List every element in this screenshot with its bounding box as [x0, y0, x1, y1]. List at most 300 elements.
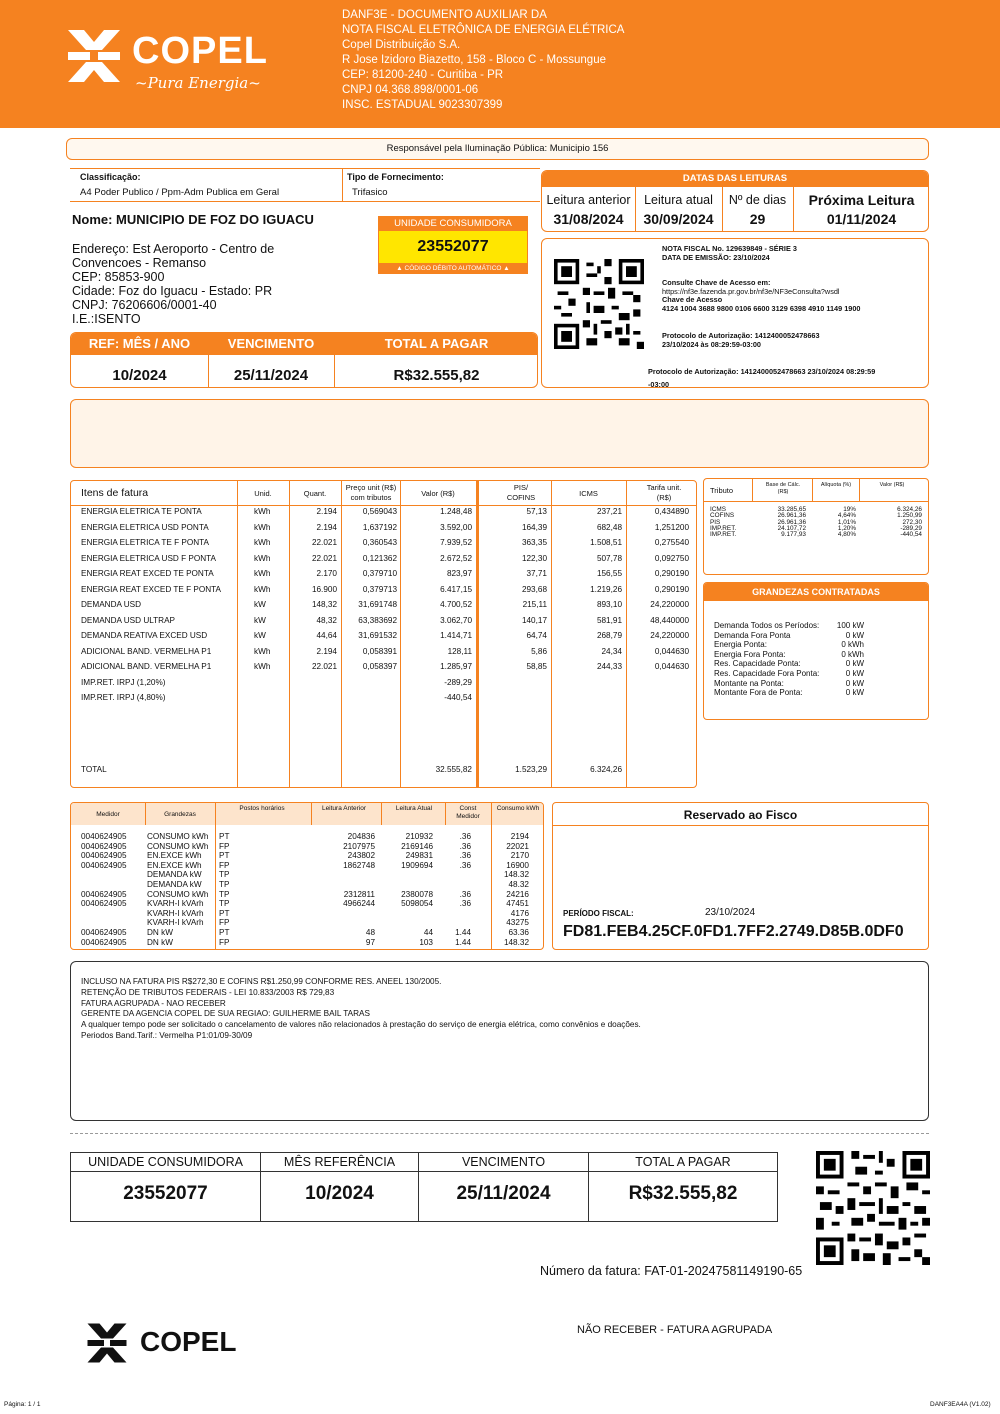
- meter-cell: 210932: [405, 832, 433, 841]
- item-cell: 507,78: [596, 553, 622, 563]
- item-cell: kWh: [254, 538, 271, 547]
- tax-cell: 26.961,36: [777, 518, 806, 526]
- item-cell: 0,092750: [654, 553, 689, 563]
- meter-cell: 1909694: [401, 860, 433, 870]
- due-value: 25/11/2024: [233, 367, 309, 384]
- total-row-value: 32.555,82: [435, 765, 472, 774]
- qr-code-icon: [816, 1151, 930, 1265]
- col-header-unit-price: Preço unit (R$) com tributos: [345, 483, 397, 502]
- contracted-value: 0 kWh: [841, 649, 864, 659]
- tax-cell: PIS: [710, 518, 721, 526]
- item-cell: ENERGIA ELETRICA TE PONTA: [81, 507, 202, 516]
- protocol-line: Protocolo de Autorização: 1412400052478663: [662, 331, 820, 340]
- meter-cell: EN.EXCE kWh: [147, 860, 202, 870]
- consult-url[interactable]: https://nf3e.fazenda.pr.gov.br/nf3e/NF3eConsulta?wsdl: [662, 286, 840, 296]
- item-cell: 44,64: [316, 631, 337, 640]
- contracted-value: 0 kWh: [841, 640, 864, 650]
- tax-header: Alíquota (%): [820, 482, 852, 488]
- classification-value: A4 Poder Publico / Ppm-Adm Publica em Geral: [80, 187, 280, 198]
- item-cell: 5,86: [531, 646, 547, 656]
- ref-value: 10/2024: [112, 367, 167, 384]
- supply-type-label: Tipo de Fornecimento:: [347, 172, 444, 182]
- nf-info-box: [541, 238, 929, 388]
- stub-total-label: TOTAL A PAGAR: [589, 1153, 777, 1172]
- protocol-line: Protocolo de Autorização: 1412400052478663 23/10/2024 08:29:59: [648, 367, 876, 376]
- item-cell: -289,29: [444, 677, 472, 687]
- tax-cell: 24.107,72: [777, 524, 806, 532]
- item-cell: 2.672,52: [440, 553, 472, 563]
- item-cell: kWh: [254, 507, 271, 516]
- nf-number: NOTA FISCAL No. 129639849 - SÉRIE 3: [662, 244, 797, 253]
- meter-cell: 0040624905: [81, 889, 127, 899]
- meter-cell: FP: [219, 937, 230, 947]
- meter-cell: 0040624905: [81, 860, 127, 870]
- meter-cell: 1862748: [343, 860, 375, 870]
- contracted-value: 0 kW: [845, 688, 864, 698]
- issuer-line: DANF3E - DOCUMENTO AUXILIAR DA: [342, 9, 547, 21]
- contracted-label: Res. Capacidade Fora Ponta:: [714, 669, 820, 678]
- item-cell: 0,290190: [654, 584, 689, 594]
- col-header-item: Itens de fatura: [81, 487, 149, 499]
- meter-cell: KVARH-I kVArh: [147, 918, 204, 928]
- item-cell: 0,434890: [654, 507, 689, 516]
- item-cell: 24,220000: [650, 631, 689, 640]
- item-cell: 0,379710: [362, 569, 397, 578]
- meter-cell: 16900: [506, 860, 529, 870]
- tax-cell: 4,80%: [837, 531, 856, 539]
- auto-debit-label: ▲ CÓDIGO DÉBITO AUTOMÁTICO ▲: [379, 263, 527, 274]
- contracted-label: Res. Capacidade Ponta:: [714, 659, 801, 669]
- tax-cell: 1,20%: [837, 524, 856, 532]
- meter-cell: CONSUMO kWh: [147, 832, 209, 841]
- item-cell: 1.414,71: [440, 631, 472, 640]
- item-cell: ENERGIA ELETRICA TE F PONTA: [81, 538, 209, 547]
- meter-cell: .36: [459, 860, 471, 870]
- meter-cell: .36: [459, 841, 471, 851]
- tax-cell: 1.250,99: [897, 512, 922, 520]
- meter-cell: 249831: [405, 851, 433, 861]
- meter-cell: KVARH-I kVArh: [147, 908, 204, 918]
- meter-header: Grandezas: [164, 811, 196, 818]
- item-cell: DEMANDA REATIVA EXCED USD: [81, 631, 208, 640]
- item-cell: 63,383692: [358, 615, 397, 625]
- item-cell: 0,379713: [362, 584, 397, 594]
- item-cell: 1.248,48: [440, 507, 472, 516]
- contracted-value: 100 kW: [836, 621, 864, 630]
- stub-ref-value: 10/2024: [305, 1183, 374, 1204]
- meter-cell: 204836: [347, 832, 375, 841]
- issuer-line: CEP: 81200-240 - Curitiba - PR: [342, 69, 504, 81]
- tax-cell: 19%: [843, 506, 856, 513]
- meter-cell: 148.32: [503, 937, 529, 947]
- item-cell: 128,11: [447, 646, 472, 656]
- next-reading-label: Próxima Leitura: [808, 192, 915, 208]
- tax-cell: 6.324,26: [897, 506, 922, 513]
- meter-cell: PT: [219, 832, 230, 841]
- item-cell: 37,71: [526, 569, 547, 578]
- item-cell: ENERGIA ELETRICA USD PONTA: [81, 522, 209, 532]
- item-cell: ENERGIA REAT EXCED TE F PONTA: [81, 584, 221, 594]
- fiscal-period-date: 23/10/2024: [705, 907, 756, 918]
- contracted-label: Montante Fora de Ponta:: [714, 688, 803, 698]
- item-cell: kWh: [254, 569, 271, 578]
- item-cell: 57,13: [526, 507, 547, 516]
- meter-cell: .36: [459, 851, 471, 861]
- issuer-line: NOTA FISCAL ELETRÔNICA DE ENERGIA ELÉTRICA: [342, 24, 625, 36]
- empty-notice-area: [70, 399, 929, 468]
- item-cell: 0,044630: [654, 662, 689, 671]
- access-key: 4124 1004 3688 9800 0106 6600 3129 6398 4910 1149 1900: [662, 303, 861, 313]
- nf-emission: DATA DE EMISSÃO: 23/10/2024: [662, 252, 770, 262]
- meter-cell: 24216: [506, 889, 529, 899]
- tax-header: Valor (R$): [879, 482, 905, 488]
- tax-cell: 272,30: [902, 518, 922, 526]
- meter-cell: .36: [459, 832, 471, 841]
- tax-cell: -289,29: [900, 524, 922, 532]
- item-cell: 2.170: [316, 569, 337, 578]
- issuer-line: R Jose Izidoro Biazetto, 158 - Bloco C - Mossungue: [342, 54, 606, 66]
- meter-cell: 243802: [347, 851, 375, 861]
- tax-header: Tributo: [710, 486, 734, 495]
- contracted-value: 0 kW: [845, 630, 864, 640]
- item-cell: 2.194: [316, 646, 337, 656]
- contracted-quantities: [703, 582, 929, 720]
- tax-cell: IMP.RET.: [710, 531, 737, 539]
- item-cell: 0,569043: [362, 507, 397, 516]
- stub-ref-label: MÊS REFERÊNCIA: [261, 1153, 418, 1172]
- contracted-value: 0 kW: [845, 659, 864, 669]
- address-line: Endereço: Est Aeroporto - Centro de: [72, 242, 275, 256]
- meter-cell: DEMANDA kW: [147, 880, 202, 889]
- meter-cell: 148.32: [503, 870, 529, 880]
- tax-cell: -440,54: [900, 531, 922, 539]
- meter-cell: DN kW: [147, 928, 173, 937]
- item-cell: 0,290190: [654, 569, 689, 578]
- meter-cell: 97: [365, 937, 375, 947]
- meter-cell: 48.32: [508, 880, 529, 889]
- stub-due-label: VENCIMENTO: [419, 1153, 588, 1172]
- item-cell: 293,68: [521, 584, 547, 594]
- total-row-label: TOTAL: [81, 765, 107, 774]
- total-row-pis: 1.523,29: [515, 765, 547, 774]
- classification-label: Classificação:: [80, 172, 141, 182]
- item-cell: 4.700,52: [440, 600, 472, 609]
- meter-cell: .36: [459, 889, 471, 899]
- customer-cnpj: CNPJ: 76206606/0001-40: [72, 298, 217, 312]
- meter-cell: PT: [219, 928, 230, 937]
- meter-cell: 0040624905: [81, 841, 127, 851]
- meter-cell: 2380078: [401, 889, 433, 899]
- cut-line: [70, 1133, 929, 1134]
- public-lighting-bar: [66, 138, 929, 160]
- issuer-info: [342, 8, 624, 113]
- consumer-unit-number: 23552077: [379, 231, 527, 263]
- item-cell: DEMANDA USD ULTRAP: [81, 615, 176, 625]
- consumer-unit-box: [378, 216, 528, 274]
- total-row-icms: 6.324,26: [590, 765, 622, 774]
- item-cell: 893,10: [596, 600, 622, 609]
- item-cell: kWh: [254, 584, 271, 594]
- item-cell: 140,17: [521, 615, 547, 625]
- stub-total-value: R$32.555,82: [628, 1183, 738, 1204]
- contracted-value: 0 kW: [845, 678, 864, 688]
- col-header-icms: ICMS: [579, 489, 598, 498]
- total-value: R$32.555,82: [393, 367, 480, 384]
- meter-cell: FP: [219, 918, 230, 928]
- item-cell: 215,11: [522, 600, 547, 609]
- tax-header: Base de Cálc. (R$): [765, 482, 801, 495]
- qr-code-icon: [554, 259, 644, 349]
- meter-cell: 2107975: [343, 841, 375, 851]
- days-label: Nº de dias: [728, 193, 787, 207]
- tax-table: [703, 478, 929, 575]
- meter-cell: 2170: [510, 851, 529, 861]
- access-key-label: Chave de Acesso: [662, 295, 723, 304]
- tax-cell: ICMS: [710, 506, 726, 513]
- meter-cell: PT: [219, 851, 230, 861]
- tax-cell: 4,64%: [837, 512, 856, 520]
- meter-header: Const Medidor: [456, 805, 480, 820]
- meter-cell: 0040624905: [81, 937, 127, 947]
- item-cell: 0,121362: [362, 553, 397, 563]
- messages-list: [81, 977, 641, 1042]
- contracted-title: GRANDEZAS CONTRATADAS: [704, 583, 928, 601]
- item-cell: 156,55: [596, 569, 622, 578]
- protocol-block-2: [648, 365, 875, 391]
- customer-ie: I.E.:ISENTO: [72, 312, 141, 326]
- meter-cell: TP: [219, 889, 230, 899]
- item-cell: 244,33: [596, 662, 622, 671]
- tax-cell: COFINS: [710, 512, 735, 520]
- item-cell: IMP.RET. IRPJ (1,20%): [81, 677, 166, 687]
- item-cell: 3.062,70: [440, 615, 472, 625]
- col-header-unit: Unid.: [254, 489, 272, 498]
- meter-header: Consumo kWh: [496, 805, 540, 812]
- item-cell: ADICIONAL BAND. VERMELHA P1: [81, 662, 212, 671]
- issuer-line: INSC. ESTADUAL 9023307399: [342, 99, 503, 111]
- meter-cell: DEMANDA kW: [147, 870, 202, 880]
- col-header-value: Valor (R$): [421, 489, 455, 498]
- item-cell: 581,91: [596, 615, 622, 625]
- meter-cell: FP: [219, 841, 230, 851]
- meter-cell: 63.36: [508, 928, 529, 937]
- no-receive-notice: NÃO RECEBER - FATURA AGRUPADA: [577, 1324, 773, 1336]
- item-cell: IMP.RET. IRPJ (4,80%): [81, 693, 166, 702]
- tax-cell: 9.177,93: [781, 531, 806, 539]
- item-cell: 24,220000: [650, 600, 689, 609]
- stub-uc-label: UNIDADE CONSUMIDORA: [71, 1153, 260, 1172]
- meter-table: [70, 802, 544, 950]
- item-cell: kWh: [254, 522, 271, 532]
- protocol-line: 23/10/2024 às 08:29:59-03:00: [662, 339, 761, 349]
- item-cell: 1,251200: [654, 522, 689, 532]
- message-line: INCLUSO NA FATURA PIS R$272,30 E COFINS R$1.250,99 CONFORME RES. ANEEL 130/2005.: [81, 977, 442, 986]
- item-cell: 148,32: [311, 600, 337, 609]
- item-cell: kW: [254, 631, 266, 640]
- item-cell: ADICIONAL BAND. VERMELHA P1: [81, 646, 212, 656]
- fiscal-period-label: PERÍODO FISCAL:: [563, 909, 634, 918]
- item-cell: 823,97: [446, 569, 472, 578]
- protocol-line: -03:00: [648, 380, 670, 389]
- meter-cell: 0040624905: [81, 899, 127, 909]
- meter-cell: EN.EXCE kWh: [147, 851, 202, 861]
- readings-title: DATAS DAS LEITURAS: [542, 171, 928, 187]
- item-cell: 1,637192: [362, 522, 397, 532]
- item-cell: 122,30: [521, 553, 547, 563]
- meter-cell: 2169146: [401, 841, 433, 851]
- item-cell: ENERGIA REAT EXCED TE PONTA: [81, 569, 214, 578]
- meter-cell: 0040624905: [81, 928, 127, 937]
- readings-box: [541, 170, 929, 232]
- meter-cell: 47451: [506, 899, 529, 909]
- fiscal-hash: FD81.FEB4.25CF.0FD1.7FF2.2749.D85B.0DF0: [563, 923, 904, 940]
- col-header-qty: Quant.: [303, 489, 327, 498]
- item-cell: 0,044630: [654, 646, 689, 656]
- col-header-tariff: Tarifa unit. (R$): [646, 483, 682, 502]
- item-cell: 48,32: [316, 615, 337, 625]
- item-cell: 6.417,15: [440, 584, 472, 594]
- ref-label: REF: MÊS / ANO: [88, 336, 191, 351]
- brand-name: COPEL: [132, 30, 268, 72]
- supply-type-value: Trifasico: [352, 187, 388, 198]
- meter-cell: FP: [219, 860, 230, 870]
- meter-cell: 2194: [510, 832, 529, 841]
- meter-cell: 4966244: [343, 899, 375, 909]
- billing-summary: [70, 332, 538, 388]
- meter-cell: 0040624905: [81, 851, 127, 861]
- payment-stub: [70, 1152, 778, 1222]
- item-cell: DEMANDA USD: [81, 600, 142, 609]
- item-cell: 2.194: [316, 522, 337, 532]
- meter-cell: 44: [423, 928, 433, 937]
- meter-header: Medidor: [96, 811, 120, 818]
- customer-cep: CEP: 85853-900: [72, 270, 165, 284]
- meter-cell: DN kW: [147, 937, 173, 947]
- item-cell: 0,275540: [654, 538, 689, 547]
- fiscal-title: Reservado ao Fisco: [683, 808, 798, 822]
- message-line: A qualquer tempo pode ser solicitado o cancelamento de valores não relacionados à prestação do serviço de energia elétrica, como convênios e doações.: [81, 1020, 641, 1030]
- meter-header: Postos horários: [239, 805, 285, 812]
- item-cell: 0,360543: [362, 538, 397, 547]
- item-cell: kWh: [254, 662, 271, 671]
- item-cell: 164,39: [521, 522, 547, 532]
- item-cell: kWh: [254, 646, 271, 656]
- item-cell: ENERGIA ELETRICA USD F PONTA: [81, 553, 216, 563]
- prev-reading-date: 31/08/2024: [553, 211, 624, 227]
- items-table: [70, 480, 697, 788]
- copel-logo-icon: [86, 1322, 128, 1364]
- item-cell: 2.194: [316, 507, 337, 516]
- item-cell: 1.219,26: [590, 584, 622, 594]
- issuer-line: Copel Distribuição S.A.: [342, 39, 461, 51]
- message-line: GERENTE DA AGENCIA COPEL DE SUA REGIAO: GUILHERME BAIL TARAS: [81, 1009, 370, 1019]
- item-cell: 3.592,00: [440, 522, 472, 532]
- prev-reading-label: Leitura anterior: [546, 193, 631, 207]
- item-cell: 268,79: [596, 631, 622, 640]
- curr-reading-label: Leitura atual: [644, 193, 713, 207]
- item-cell: kWh: [254, 553, 271, 563]
- issuer-line: CNPJ 04.368.898/0001-06: [342, 84, 479, 96]
- invoice-number: Número da fatura: FAT-01-20247581149190-65: [540, 1264, 803, 1278]
- customer-address: [72, 242, 274, 326]
- item-cell: 7.939,52: [440, 538, 472, 547]
- consult-label: Consulte Chave de Acesso em:: [662, 278, 771, 287]
- contracted-label: Energia Fora Ponta:: [714, 649, 786, 659]
- document-version: DANF3EA4A (V1.02): [930, 1401, 991, 1408]
- nf-access-block: [662, 279, 860, 313]
- item-cell: 0,058397: [362, 662, 397, 671]
- customer-name: Nome: MUNICIPIO DE FOZ DO IGUACU: [72, 212, 314, 227]
- message-line: FATURA AGRUPADA - NAO RECEBER: [81, 998, 226, 1008]
- consumer-unit-label: UNIDADE CONSUMIDORA: [379, 217, 527, 231]
- page-number: Página: 1 / 1: [4, 1401, 41, 1408]
- col-header-pis: PIS/ COFINS: [506, 483, 536, 502]
- item-cell: 363,35: [521, 538, 547, 547]
- contracted-label: Demanda Fora Ponta: [714, 630, 791, 640]
- stub-due-value: 25/11/2024: [456, 1183, 551, 1204]
- item-cell: kW: [254, 600, 266, 609]
- message-line: RETENÇÃO DE TRIBUTOS FEDERAIS - LEI 10.833/2003 R$ 729,83: [81, 987, 335, 997]
- meter-cell: PT: [219, 908, 230, 918]
- meter-cell: 103: [419, 937, 433, 947]
- meter-cell: 2312811: [343, 889, 375, 899]
- header-banner: [0, 0, 1000, 128]
- tax-cell: 26.961,36: [777, 512, 806, 520]
- item-cell: 22.021: [311, 553, 337, 563]
- meter-cell: CONSUMO kWh: [147, 889, 209, 899]
- item-cell: 64,74: [526, 631, 547, 640]
- meter-cell: 43275: [506, 918, 529, 928]
- meter-cell: CONSUMO kWh: [147, 841, 209, 851]
- fiscal-reserved-box: [552, 802, 929, 950]
- item-cell: 48,440000: [650, 615, 689, 625]
- copel-logo-icon: [66, 28, 122, 84]
- meter-cell: 1.44: [455, 937, 471, 947]
- public-lighting-text: Responsável pela Iluminação Pública: Municipio 156: [386, 143, 609, 154]
- stub-uc-value: 23552077: [123, 1183, 208, 1204]
- due-label: VENCIMENTO: [227, 336, 315, 351]
- meter-header: Leitura Anterior: [321, 805, 367, 812]
- item-cell: 0,058391: [362, 646, 397, 656]
- item-cell: 24,34: [601, 646, 622, 656]
- tax-cell: 33.285,65: [777, 506, 806, 513]
- footer-brand-name: COPEL: [140, 1326, 237, 1357]
- meter-cell: 1.44: [455, 928, 471, 937]
- item-cell: 31,691748: [358, 600, 397, 609]
- item-cell: 22.021: [311, 662, 337, 671]
- meter-header: Leitura Atual: [395, 805, 433, 812]
- meter-cell: 48: [365, 928, 375, 937]
- item-cell: 22.021: [311, 538, 337, 547]
- contracted-label: Montante na Ponta:: [714, 678, 784, 688]
- meter-cell: 4176: [510, 908, 529, 918]
- contracted-label: Energia Ponta:: [714, 640, 767, 650]
- meter-cell: .36: [459, 899, 471, 909]
- item-cell: 1.508,51: [590, 538, 622, 547]
- item-cell: 1.285,97: [440, 662, 472, 671]
- item-cell: 682,48: [596, 522, 622, 532]
- days-value: 29: [749, 211, 766, 227]
- meter-cell: 22021: [506, 841, 529, 851]
- item-cell: 237,21: [596, 507, 622, 516]
- message-line: Periodos Band.Tarif.: Vermelha P1:01/09-30/09: [81, 1030, 253, 1040]
- tax-cell: 1,01%: [837, 518, 856, 526]
- meter-cell: TP: [219, 870, 230, 880]
- customer-city: Cidade: Foz do Iguacu - Estado: PR: [72, 284, 273, 298]
- meter-cell: 0040624905: [81, 832, 127, 841]
- meter-cell: TP: [219, 899, 230, 909]
- nf-number-block: [662, 245, 797, 262]
